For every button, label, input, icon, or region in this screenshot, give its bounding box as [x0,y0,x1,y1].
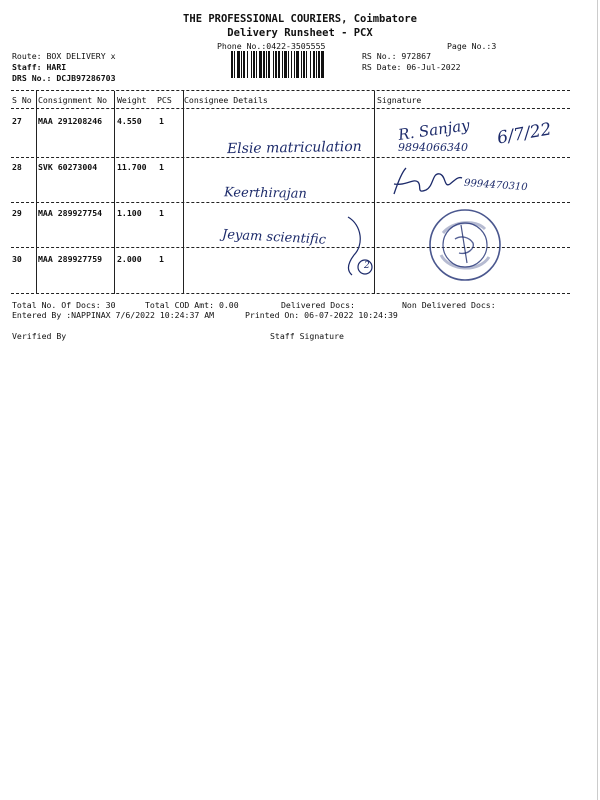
barcode-bar [321,51,324,78]
row-30-sno: 30 [12,254,22,264]
row-28-weight: 11.700 [117,162,147,172]
barcode-bar [259,51,262,78]
phone-number: Phone No.:0422-3505555 [217,41,326,51]
printed-on: Printed On: 06-07-2022 10:24:39 [245,310,398,320]
row-28-consignment: SVK 60273004 [38,162,98,172]
route-label: Route: BOX DELIVERY x [12,51,116,61]
row-30-weight: 2.000 [117,254,142,264]
row-29-consignment: MAA 289927754 [38,208,103,218]
col-signature: Signature [377,95,422,105]
barcode-bar [296,51,299,78]
row-29-pcs: 1 [159,208,164,218]
row-27-phone: 9894066340 [398,141,468,154]
col-divider [183,91,184,294]
page-number: Page No.:3 [447,41,497,51]
bracket-scribble [340,215,380,280]
col-divider [36,91,37,294]
total-cod: Total COD Amt: 0.00 [145,300,239,310]
col-consignment: Consignment No [38,95,108,105]
barcode-bar [247,51,248,78]
table-top-rule [11,90,570,91]
total-docs: Total No. Of Docs: 30 [12,300,116,310]
barcode-bar [284,51,287,78]
barcode-bar [237,51,240,78]
row-27-sno: 27 [12,116,22,126]
row-29-handwritten-consignee: Jeyam scientific [221,227,327,248]
barcode-bar [310,51,311,78]
row-28-sno: 28 [12,162,22,172]
row-rule [11,202,570,203]
row-27-weight: 4.550 [117,116,142,126]
row-30-pcs: 1 [159,254,164,264]
header-bottom-rule [11,108,570,109]
row-27-signature: R. Sanjay [397,116,471,144]
barcode-bar [275,51,277,78]
barcode-bar [282,51,283,78]
barcode-bar [288,51,289,78]
barcode-bar [234,51,235,78]
row-30-consignment: MAA 289927759 [38,254,103,264]
rs-date: RS Date: 06-Jul-2022 [362,62,461,72]
barcode-bar [231,51,233,78]
barcode-bar [313,51,315,78]
barcode-bar [301,51,302,78]
barcode-bar [256,51,257,78]
row-28-phone: 9994470310 [463,177,528,194]
barcode-bar [318,51,320,78]
company-stamp [427,207,503,283]
company-title: THE PROFESSIONAL COURIERS, Coimbatore [183,13,417,25]
delivered-docs: Delivered Docs: [281,300,355,310]
col-weight: Weight [117,95,147,105]
barcode-bar [241,51,242,78]
row-28-pcs: 1 [159,162,164,172]
barcode-bar [263,51,265,78]
row-27-pcs: 1 [159,116,164,126]
barcode-bar [316,51,317,78]
barcode-bar [303,51,305,78]
row-28-handwritten-consignee: Keerthirajan [223,185,307,202]
row-27-consignment: MAA 291208246 [38,116,103,126]
barcode-bar [294,51,295,78]
row-27-handwritten-consignee: Elsie matriculation [226,138,362,158]
row-29-weight: 1.100 [117,208,142,218]
row-30-handwritten-mark: 2 [364,261,370,271]
row-27-signature-date: 6/7/22 [495,119,554,149]
scan-edge [597,0,598,800]
barcode-bar [266,51,267,78]
drs-number: DRS No.: DCJB97286703 [12,73,116,83]
col-divider [114,91,115,294]
barcode-bar [306,51,307,78]
non-delivered-docs: Non Delivered Docs: [402,300,496,310]
entered-by: Entered By :NAPPINAX 7/6/2022 10:24:37 AM [12,310,215,320]
staff-label: Staff: HARI [12,62,67,72]
barcode-bar [253,51,255,78]
row-29-sno: 29 [12,208,22,218]
table-bottom-rule [11,293,570,294]
barcode-bar [243,51,245,78]
barcode-bar [251,51,252,78]
barcode-bar [291,51,292,78]
barcode-bar [268,51,270,78]
col-pcs: PCS [157,95,172,105]
staff-signature: Staff Signature [270,331,344,341]
verified-by: Verified By [12,331,67,341]
barcode-bar [273,51,274,78]
rs-number: RS No.: 972867 [362,51,432,61]
row-28-signature [388,164,468,200]
runsheet-subtitle: Delivery Runsheet - PCX [227,27,373,39]
barcode [231,51,355,78]
barcode-bar [278,51,280,78]
row-rule [11,157,570,158]
col-sno: S No [12,95,32,105]
col-consignee: Consignee Details [184,95,268,105]
